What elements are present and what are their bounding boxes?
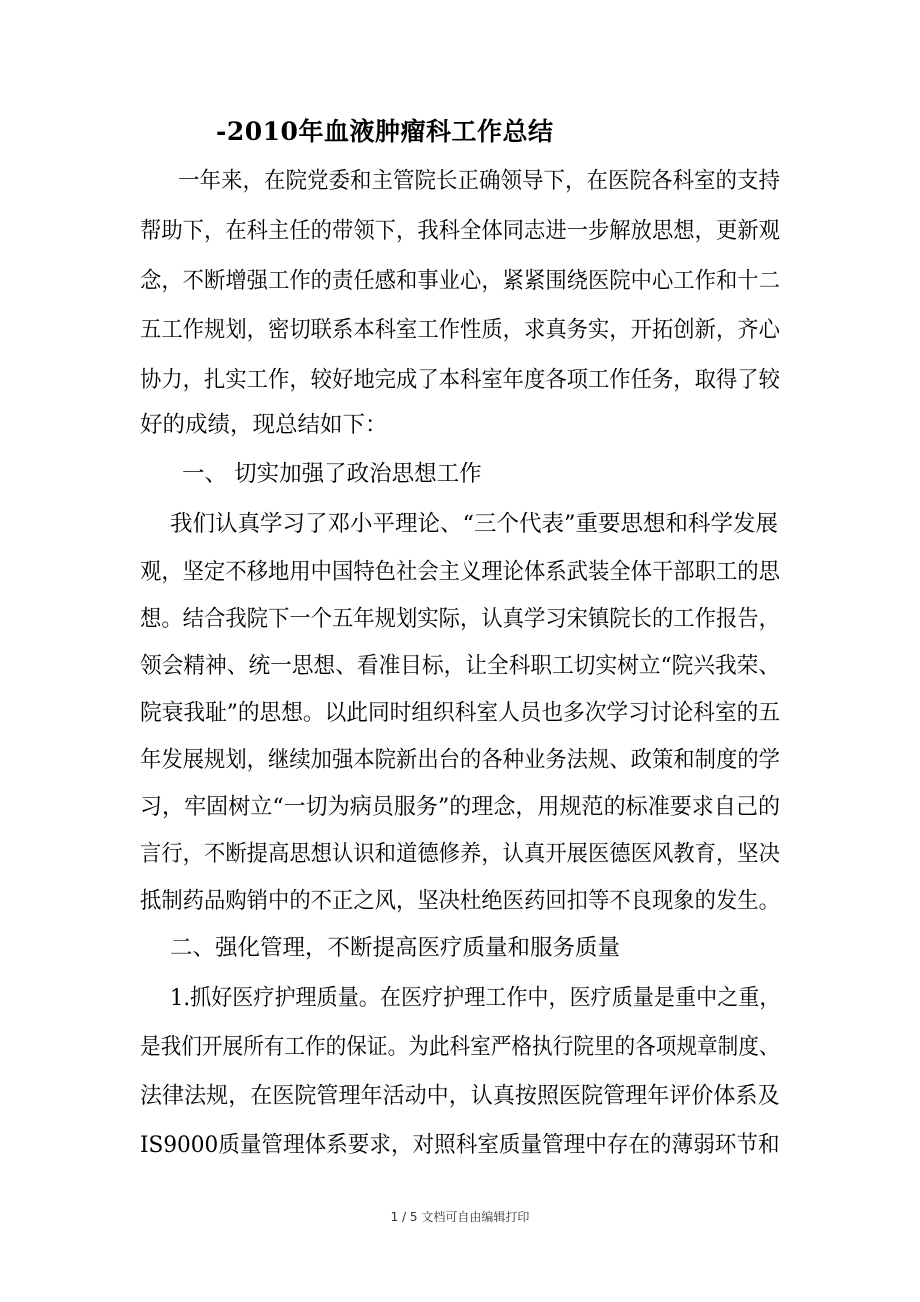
paragraph-line: 1.抓好医疗护理质量。在医疗护理工作中，医疗质量是重中之重， (170, 985, 781, 1011)
paragraph-line: 协力，扎实工作，较好地完成了本科室年度各项工作任务，取得了较 (140, 367, 780, 393)
paragraph-line: 想。结合我院下一个五年规划实际，认真学习宋镇院长的工作报告， (140, 606, 780, 632)
paragraph-line: IS9000质量管理体系要求，对照科室质量管理中存在的薄弱环节和 (140, 1132, 780, 1158)
document-title: -2010年血液肿瘤科工作总结 (216, 117, 554, 146)
paragraph-line: 好的成绩，现总结如下： (140, 412, 388, 438)
paragraph-line: 念，不断增强工作的责任感和事业心，紧紧围绕医院中心工作和十二 (140, 268, 780, 294)
paragraph-line: 院衰我耻”的思想。以此同时组织科室人员也多次学习讨论科室的五 (140, 700, 781, 726)
paragraph-line: 帮助下，在科主任的带领下，我科全体同志进一步解放思想，更新观 (140, 218, 780, 244)
paragraph-line: 五工作规划，密切联系本科室工作性质，求真务实，开拓创新，齐心 (140, 317, 780, 343)
paragraph-line: 言行，不断提高思想认识和道德修养，认真开展医德医风教育，坚决 (140, 841, 780, 867)
section-heading-1: 一、 切实加强了政治思想工作 (182, 461, 482, 487)
paragraph-line: 是我们开展所有工作的保证。为此科室严格执行院里的各项规章制度、 (140, 1034, 780, 1060)
paragraph-line: 我们认真学习了邓小平理论、“三个代表”重要思想和科学发展 (170, 511, 779, 537)
paragraph-line: 一年来，在院党委和主管院长正确领导下，在医院各科室的支持 (178, 168, 781, 194)
paragraph-line: 观，坚定不移地用中国特色社会主义理论体系武装全体干部职工的思 (140, 559, 780, 585)
section-heading-2: 二、强化管理，不断提高医疗质量和服务质量 (170, 935, 621, 961)
page-footer: 1 / 5 文档可自由编辑打印 (390, 1210, 530, 1224)
paragraph-line: 法律法规，在医院管理年活动中，认真按照医院管理年评价体系及 (140, 1083, 780, 1109)
paragraph-line: 年发展规划，继续加强本院新出台的各种业务法规、政策和制度的学 (140, 747, 780, 773)
paragraph-line: 抵制药品购销中的不正之风，坚决杜绝医药回扣等不良现象的发生。 (140, 888, 780, 914)
paragraph-line: 习，牢固树立“一切为病员服务”的理念，用规范的标准要求自己的 (140, 794, 781, 820)
paragraph-line: 领会精神、统一思想、看准目标，让全科职工切实树立“院兴我荣、 (140, 653, 781, 679)
